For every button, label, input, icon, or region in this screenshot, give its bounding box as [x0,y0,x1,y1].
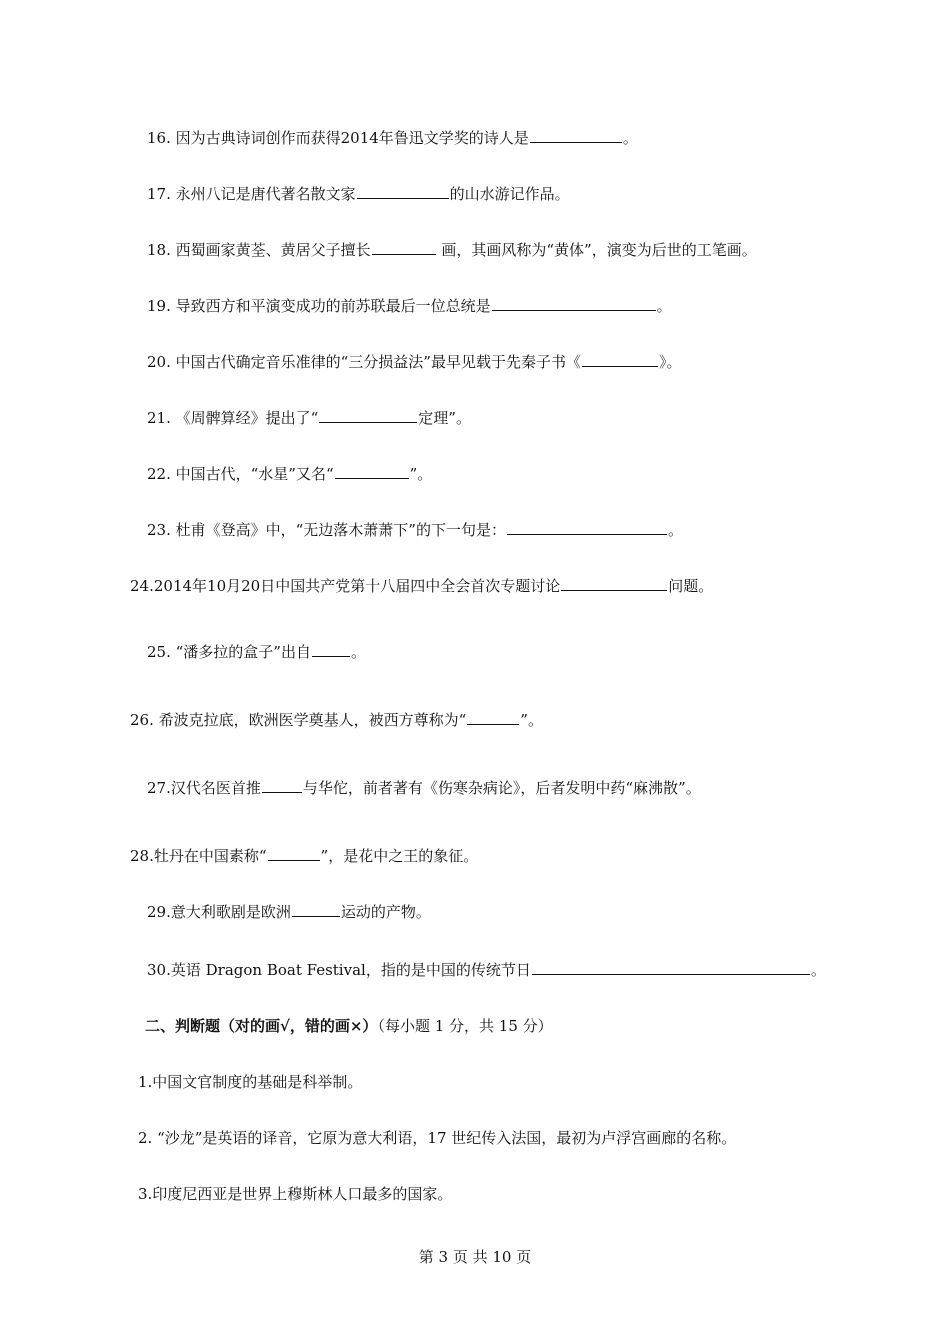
question-text-end: ”。 [409,465,433,483]
question-text: 23. 杜甫《登高》中，“无边落木萧萧下”的下一句是： [147,521,506,539]
question-text-end: 的山水游记作品。 [449,185,570,203]
question-16 [147,126,638,148]
question-17 [147,182,570,204]
question-text: 18. 西蜀画家黄荃、黄居父子擅长 [147,241,371,259]
question-25 [147,640,366,662]
answer-blank [268,844,320,861]
answer-blank [319,406,417,423]
answer-blank [530,126,622,143]
question-27 [147,776,701,798]
question-text: 29.意大利歌剧是欧洲 [147,903,291,921]
question-text-end: 。 [622,129,638,147]
question-text-end: 与华佗，前者著有《伤寒杂病论》，后者发明中药“麻沸散”。 [302,779,701,797]
question-19 [147,294,672,316]
question-text: 24.2014年10月20日中国共产党第十八届四中全会首次专题讨论 [130,577,561,595]
question-text-end: 定理”。 [418,409,471,427]
answer-blank [357,182,449,199]
question-text: 25. “潘多拉的盒子”出自 [147,643,311,661]
answer-blank [292,900,340,917]
question-24 [130,574,713,596]
question-text: 26. 希波克拉底，欧洲医学奠基人，被西方尊称为“ [130,711,467,729]
answer-blank [262,776,302,793]
question-text: 22. 中国古代，“水星”又名“ [147,465,334,483]
question-23 [147,518,683,540]
question-30 [147,958,826,980]
judgment-item-3: 3.印度尼西亚是世界上穆斯林人口最多的国家。 [138,1185,453,1203]
question-22 [147,462,432,484]
question-text-end: 。 [810,961,826,979]
question-text-end: 》。 [658,353,682,371]
answer-blank [312,640,350,657]
answer-blank [561,574,667,591]
answer-blank [507,518,667,535]
judgment-item-1: 1.中国文官制度的基础是科举制。 [138,1073,363,1091]
question-text-end: ”。 [520,711,543,729]
answer-blank [372,238,436,255]
question-text-end: 。 [350,643,366,661]
question-text-end: 。 [656,297,672,315]
question-28 [130,844,478,866]
question-text: 30.英语 Dragon Boat Festival，指的是中国的传统节日 [147,961,531,979]
question-29 [147,900,431,922]
question-text-end: 。 [667,521,683,539]
question-text-end: 问题。 [668,577,714,595]
question-text: 19. 导致西方和平演变成功的前苏联最后一位总统是 [147,297,491,315]
question-text: 27.汉代名医首推 [147,779,261,797]
answer-blank [335,462,409,479]
question-18 [147,238,757,260]
answer-blank [532,958,810,975]
answer-blank [492,294,656,311]
question-21 [147,406,471,428]
judgment-item-2: 2. “沙龙”是英语的译音，它原为意大利语，17 世纪传入法国，最初为卢浮宫画廊的名称。 [138,1129,737,1147]
section-heading [145,1015,553,1037]
question-text: 21. 《周髀算经》提出了“ [147,409,319,427]
question-text-end: 画，其画风称为“黄体”，演变为后世的工笔画。 [436,241,757,259]
question-text: 20. 中国古代确定音乐准律的“三分损益法”最早见载于先秦子书《 [147,353,581,371]
question-text: 28.牡丹在中国素称“ [130,847,267,865]
question-text-end: ”，是花中之王的象征。 [320,847,479,865]
question-text-end: 运动的产物。 [340,903,431,921]
question-20 [147,350,681,372]
answer-blank [467,708,519,725]
question-text: 17. 永州八记是唐代著名散文家 [147,185,356,203]
answer-blank [582,350,658,367]
section-title: 二、判断题（对的画√，错的画×） [145,1017,378,1035]
question-text: 16. 因为古典诗词创作而获得2014年鲁迅文学奖的诗人是 [147,129,529,147]
question-26 [130,708,543,730]
section-score-note: （每小题 1 分，共 15 分） [377,1017,553,1035]
page-number: 第 3 页 共 10 页 [418,1248,532,1266]
